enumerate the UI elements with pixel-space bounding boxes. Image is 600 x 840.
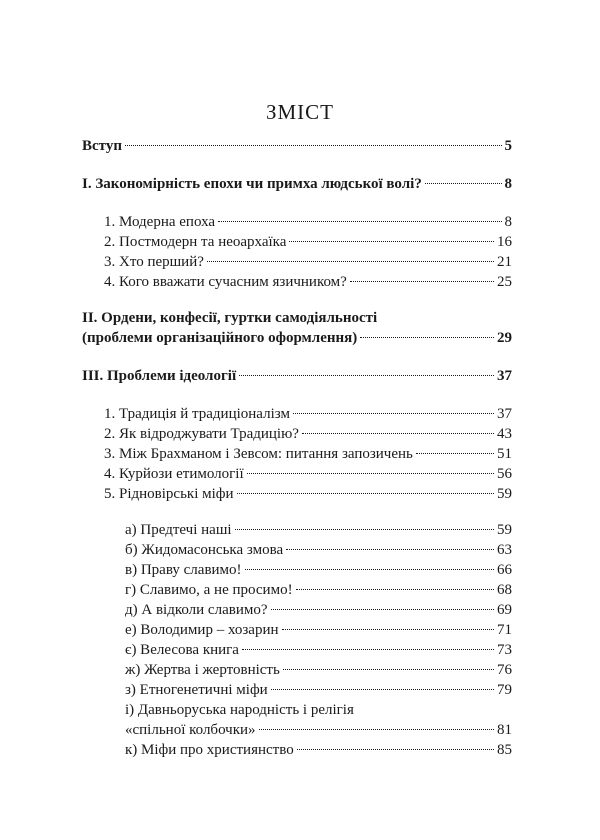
toc-page-number: 16 xyxy=(497,234,512,250)
dot-leader xyxy=(235,529,494,530)
toc-entry-1-4[interactable] xyxy=(104,272,512,292)
page-title: ЗМІСТ xyxy=(265,100,335,124)
dot-leader xyxy=(293,413,494,414)
toc-entry-label: 2. Постмодерн та неоархаїка xyxy=(104,234,287,250)
toc-page-number: 73 xyxy=(497,642,512,658)
toc-entry-label: Вступ xyxy=(82,138,122,154)
dot-leader xyxy=(283,669,494,670)
toc-page-number: 66 xyxy=(497,562,512,578)
toc-entry-label: ж) Жертва і жертовність xyxy=(125,662,280,678)
toc-page-number: 8 xyxy=(504,214,512,230)
dot-leader xyxy=(271,689,494,690)
toc-entry-intro[interactable] xyxy=(82,136,512,156)
dot-leader xyxy=(125,145,502,146)
toc-page-number: 59 xyxy=(497,522,512,538)
toc-entry-3-2[interactable] xyxy=(104,424,512,444)
dot-leader xyxy=(271,609,495,610)
toc-entry-chapter-2-line1[interactable]: ІІ. Ордени, конфесії, гуртки самодіяльності xyxy=(82,310,378,326)
toc-subentry-i[interactable] xyxy=(125,720,512,740)
dot-leader xyxy=(242,649,494,650)
toc-entry-chapter-3[interactable] xyxy=(82,366,512,386)
toc-entry-label: д) А відколи славимо? xyxy=(125,602,268,618)
dot-leader xyxy=(296,589,494,590)
toc-entry-chapter-2[interactable] xyxy=(82,328,512,348)
toc-entry-1-3[interactable] xyxy=(104,252,512,272)
toc-entry-label: 3. Між Брахманом і Зевсом: питання запозичень xyxy=(104,446,413,462)
toc-page-number: 81 xyxy=(497,722,512,738)
dot-leader xyxy=(239,375,494,376)
toc-entry-label: ІІІ. Проблеми ідеології xyxy=(82,368,237,384)
dot-leader xyxy=(416,453,494,454)
toc-page-number: 5 xyxy=(504,138,512,154)
toc-page-number: 79 xyxy=(497,682,512,698)
toc-entry-3-5[interactable] xyxy=(104,484,512,504)
toc-entry-3-1[interactable] xyxy=(104,404,512,424)
toc-entry-label: б) Жидомасонська змова xyxy=(125,542,284,558)
toc-entry-label: 2. Як відроджувати Традицію? xyxy=(104,426,299,442)
toc-entry-label: а) Предтечі наші xyxy=(125,522,232,538)
toc-entry-label: «спільної колбочки» xyxy=(125,722,256,738)
toc-entry-label: к) Міфи про християнство xyxy=(125,742,294,758)
toc-entry-label: (проблеми організаційного оформлення) xyxy=(82,330,358,346)
toc-entry-1-1[interactable] xyxy=(104,212,512,232)
toc-entry-label: 4. Кого вважати сучасним язичником? xyxy=(104,274,347,290)
toc-page-number: 25 xyxy=(497,274,512,290)
toc-entry-label: І. Закономірність епохи чи примха людської волі? xyxy=(82,176,422,192)
dot-leader xyxy=(282,629,494,630)
toc-subentry-a[interactable] xyxy=(125,520,512,540)
dot-leader xyxy=(259,729,494,730)
toc-subentry-d[interactable] xyxy=(125,600,512,620)
toc-entry-label: 1. Модерна епоха xyxy=(104,214,216,230)
toc-entry-3-3[interactable] xyxy=(104,444,512,464)
toc-subentry-h[interactable] xyxy=(125,580,512,600)
toc-entry-3-4[interactable] xyxy=(104,464,512,484)
toc-entry-label: 4. Курйози етимології xyxy=(104,466,244,482)
toc-entry-chapter-1[interactable] xyxy=(82,174,512,194)
toc-entry-label: з) Етногенетичні міфи xyxy=(125,682,268,698)
toc-page-number: 37 xyxy=(497,368,512,384)
toc-page-number: 68 xyxy=(497,582,512,598)
toc-entry-label: 3. Хто перший? xyxy=(104,254,204,270)
toc-entry-label: 1. Традиція й традиціоналізм xyxy=(104,406,290,422)
toc-page-number: 51 xyxy=(497,446,512,462)
toc-subentry-i-line1[interactable]: і) Давньоруська народність і релігія xyxy=(125,702,354,718)
toc-page-number: 37 xyxy=(497,406,512,422)
toc-entry-label: є) Велесова книга xyxy=(125,642,239,658)
toc-entry-label: г) Славимо, а не просимо! xyxy=(125,582,293,598)
dot-leader xyxy=(297,749,494,750)
toc-page-number: 8 xyxy=(504,176,512,192)
toc-subentry-ye[interactable] xyxy=(125,640,512,660)
toc-subentry-k[interactable] xyxy=(125,740,512,760)
dot-leader xyxy=(218,221,501,222)
toc-entry-label: 5. Рідновірські міфи xyxy=(104,486,234,502)
dot-leader xyxy=(207,261,494,262)
dot-leader xyxy=(286,549,494,550)
toc-subentry-b[interactable] xyxy=(125,540,512,560)
dot-leader xyxy=(289,241,494,242)
toc-page-number: 85 xyxy=(497,742,512,758)
toc-page-number: 71 xyxy=(497,622,512,638)
dot-leader xyxy=(350,281,494,282)
dot-leader xyxy=(247,473,494,474)
toc-subentry-e[interactable] xyxy=(125,620,512,640)
dot-leader xyxy=(360,337,494,338)
toc-subentry-v[interactable] xyxy=(125,560,512,580)
dot-leader xyxy=(245,569,494,570)
toc-page-number: 21 xyxy=(497,254,512,270)
dot-leader xyxy=(302,433,494,434)
toc-page-number: 69 xyxy=(497,602,512,618)
toc-subentry-z[interactable] xyxy=(125,680,512,700)
toc-page-number: 76 xyxy=(497,662,512,678)
toc-entry-1-2[interactable] xyxy=(104,232,512,252)
toc-page-number: 59 xyxy=(497,486,512,502)
toc-page-number: 43 xyxy=(497,426,512,442)
toc-entry-label: е) Володимир – хозарин xyxy=(125,622,279,638)
dot-leader xyxy=(425,183,502,184)
toc-page-number: 29 xyxy=(497,330,512,346)
toc-page-number: 56 xyxy=(497,466,512,482)
toc-page-number: 63 xyxy=(497,542,512,558)
dot-leader xyxy=(237,493,494,494)
toc-subentry-zh[interactable] xyxy=(125,660,512,680)
toc-entry-label: в) Праву славимо! xyxy=(125,562,242,578)
